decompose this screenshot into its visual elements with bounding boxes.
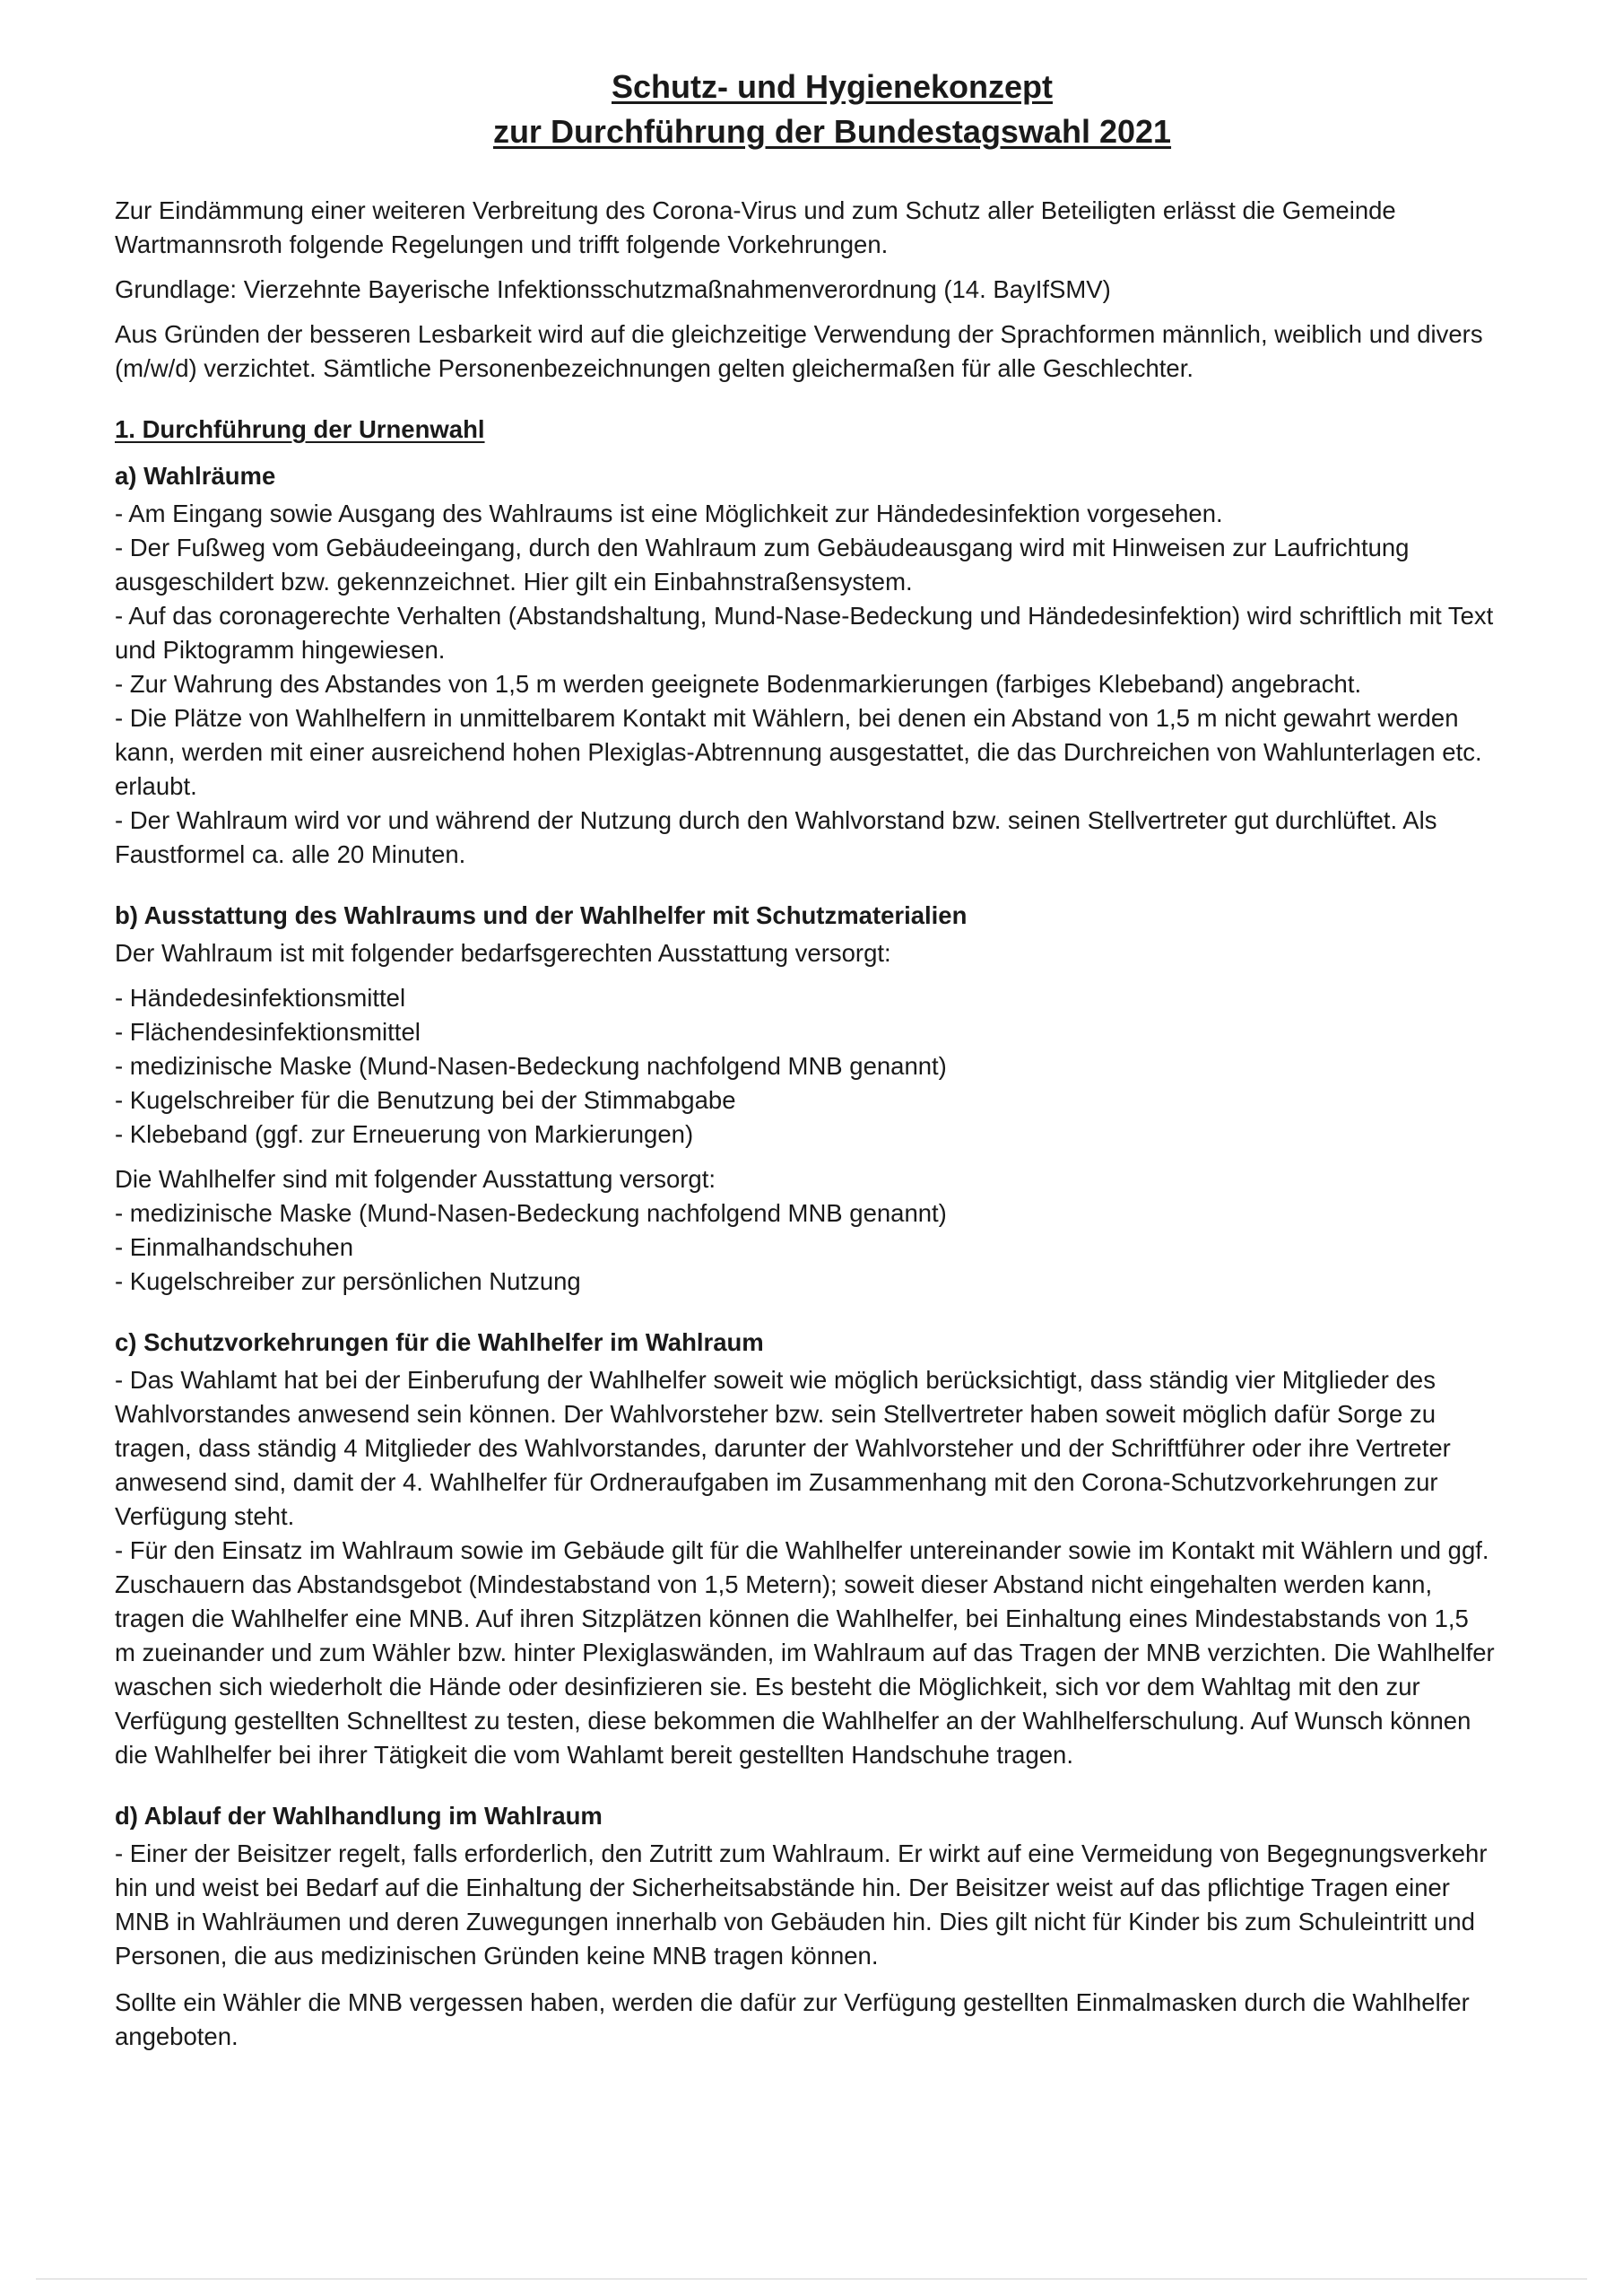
list-item: - Der Fußweg vom Gebäudeeingang, durch den Wahlraum zum Gebäudeausgang wird mit Hinweisen zur Laufrichtung ausgeschildert bzw. gekennzeichnet. Hier gilt ein Einbahnstraßensystem. xyxy=(115,534,1410,596)
title-block xyxy=(115,65,1496,154)
list-item: - Händedesinfektionsmittel xyxy=(115,984,406,1012)
section-1-heading: 1. Durchführung der Urnenwahl xyxy=(115,415,485,443)
section-d-paragraph-2: Sollte ein Wähler die MNB vergessen haben, werden die dafür zur Verfügung gestellten Einmalmasken durch die Wahlhelfer angeboten. xyxy=(115,1988,1470,2050)
section-c-list xyxy=(115,1363,1496,1772)
document-content xyxy=(115,65,1496,2081)
section-b-intro-2: Die Wahlhelfer sind mit folgender Ausstattung versorgt: xyxy=(115,1165,716,1193)
section-a-list xyxy=(115,497,1496,872)
intro-paragraph-1: Zur Eindämmung einer weiteren Verbreitung des Corona-Virus und zum Schutz aller Beteiligten erlässt die Gemeinde Wartmannsroth folgende Regelungen und trifft folgende Vorkehrungen. xyxy=(115,196,1396,258)
list-item: - Flächendesinfektionsmittel xyxy=(115,1018,421,1046)
section-b-intro-1: Der Wahlraum ist mit folgender bedarfsgerechten Ausstattung versorgt: xyxy=(115,939,891,967)
list-item: - Auf das coronagerechte Verhalten (Abstandshaltung, Mund-Nase-Bedeckung und Händedesinfektion) wird schriftlich mit Text und Piktogramm hingewiesen. xyxy=(115,602,1494,664)
list-item: - Klebeband (ggf. zur Erneuerung von Markierungen) xyxy=(115,1120,694,1148)
list-item: - Kugelschreiber zur persönlichen Nutzung xyxy=(115,1267,581,1295)
section-c xyxy=(115,1326,1496,1772)
section-b-heading: b) Ausstattung des Wahlraums und der Wahlhelfer mit Schutzmaterialien xyxy=(115,901,968,929)
list-item: - Das Wahlamt hat bei der Einberufung der Wahlhelfer soweit wie möglich berücksichtigt, dass ständig vier Mitglieder des Wahlvorstandes anwesend sein können. Der Wahlvorsteher bzw. sein Stellvertreter haben soweit möglich dafür Sorge zu tragen, dass ständig 4 Mitglieder des Wahlvorstandes, darunter der Wahlvorsteher und der Schriftführer oder ihre Vertreter anwesend sind, damit der 4. Wahlhelfer für Ordneraufgaben im Zusammenhang mit den Corona-Schutzvorkehrungen zur Verfügung steht. xyxy=(115,1366,1451,1530)
list-item: - medizinische Maske (Mund-Nasen-Bedeckung nachfolgend MNB genannt) xyxy=(115,1052,947,1080)
section-b xyxy=(115,899,1496,1299)
intro-paragraph-3: Aus Gründen der besseren Lesbarkeit wird auf die gleichzeitige Verwendung der Sprachformen männlich, weiblich und divers (m/w/d) verzichtet. Sämtliche Personenbezeichnungen gelten gleichermaßen für alle Geschlechter. xyxy=(115,320,1483,382)
list-item: - Die Plätze von Wahlhelfern in unmittelbarem Kontakt mit Wählern, bei denen ein Abstand von 1,5 m nicht gewahrt werden kann, werden mit einer ausreichend hohen Plexiglas-Abtrennung ausgestattet, die das Durchreichen von Wahlunterlagen etc. erlaubt. xyxy=(115,704,1482,800)
section-b-list-1 xyxy=(115,981,1496,1152)
list-item: - Am Eingang sowie Ausgang des Wahlraums ist eine Möglichkeit zur Händedesinfektion vorgesehen. xyxy=(115,500,1223,527)
intro-paragraph-2: Grundlage: Vierzehnte Bayerische Infektionsschutzmaßnahmenverordnung (14. BayIfSMV) xyxy=(115,275,1111,303)
section-a-heading: a) Wahlräume xyxy=(115,462,276,490)
section-d-paragraph-1: - Einer der Beisitzer regelt, falls erforderlich, den Zutritt zum Wahlraum. Er wirkt auf eine Vermeidung von Begegnungsverkehr hin und weist bei Bedarf auf die Einhaltung der Sicherheitsabstände hin. Der Beisitzer weist auf das pflichtige Tragen einer MNB in Wahlräumen und deren Zuwegungen innerhalb von Gebäuden hin. Dies gilt nicht für Kinder bis zum Schuleintritt und Personen, die aus medizinischen Gründen keine MNB tragen können. xyxy=(115,1839,1488,1970)
document-title-line-2: zur Durchführung der Bundestagswahl 2021 xyxy=(492,113,1172,150)
section-c-heading: c) Schutzvorkehrungen für die Wahlhelfer im Wahlraum xyxy=(115,1328,764,1356)
list-item: - medizinische Maske (Mund-Nasen-Bedeckung nachfolgend MNB genannt) xyxy=(115,1199,947,1227)
section-b-list-2 xyxy=(115,1196,1496,1299)
scan-edge-line xyxy=(36,2278,1587,2280)
list-item: - Zur Wahrung des Abstandes von 1,5 m werden geeignete Bodenmarkierungen (farbiges Klebeband) angebracht. xyxy=(115,670,1362,698)
list-item: - Kugelschreiber für die Benutzung bei der Stimmabgabe xyxy=(115,1086,736,1114)
list-item: - Der Wahlraum wird vor und während der Nutzung durch den Wahlvorstand bzw. seinen Stellvertreter gut durchlüftet. Als Faustformel ca. alle 20 Minuten. xyxy=(115,806,1437,868)
section-a xyxy=(115,459,1496,872)
section-d xyxy=(115,1799,1496,2054)
document-title-line-1: Schutz- und Hygienekonzept xyxy=(611,68,1053,105)
list-item: - Für den Einsatz im Wahlraum sowie im Gebäude gilt für die Wahlhelfer untereinander sowie im Kontakt mit Wählern und ggf. Zuschauern das Abstandsgebot (Mindestabstand von 1,5 Metern); soweit dieser Abstand nicht eingehalten werden kann, tragen die Wahlhelfer eine MNB. Auf ihren Sitzplätzen können die Wahlhelfer, bei Einhaltung eines Mindestabstands von 1,5 m zueinander und zum Wähler bzw. hinter Plexiglaswänden, im Wahlraum auf das Tragen der MNB verzichten. Die Wahlhelfer waschen sich wiederholt die Hände oder desinfizieren sie. Es besteht die Möglichkeit, sich vor dem Wahltag mit den zur Verfügung gestellten Schnelltest zu testen, diese bekommen die Wahlhelfer an der Wahlhelferschulung. Auf Wunsch können die Wahlhelfer bei ihrer Tätigkeit die vom Wahlamt bereit gestellten Handschuhe tragen. xyxy=(115,1536,1495,1769)
section-d-heading: d) Ablauf der Wahlhandlung im Wahlraum xyxy=(115,1802,603,1830)
list-item: - Einmalhandschuhen xyxy=(115,1233,354,1261)
